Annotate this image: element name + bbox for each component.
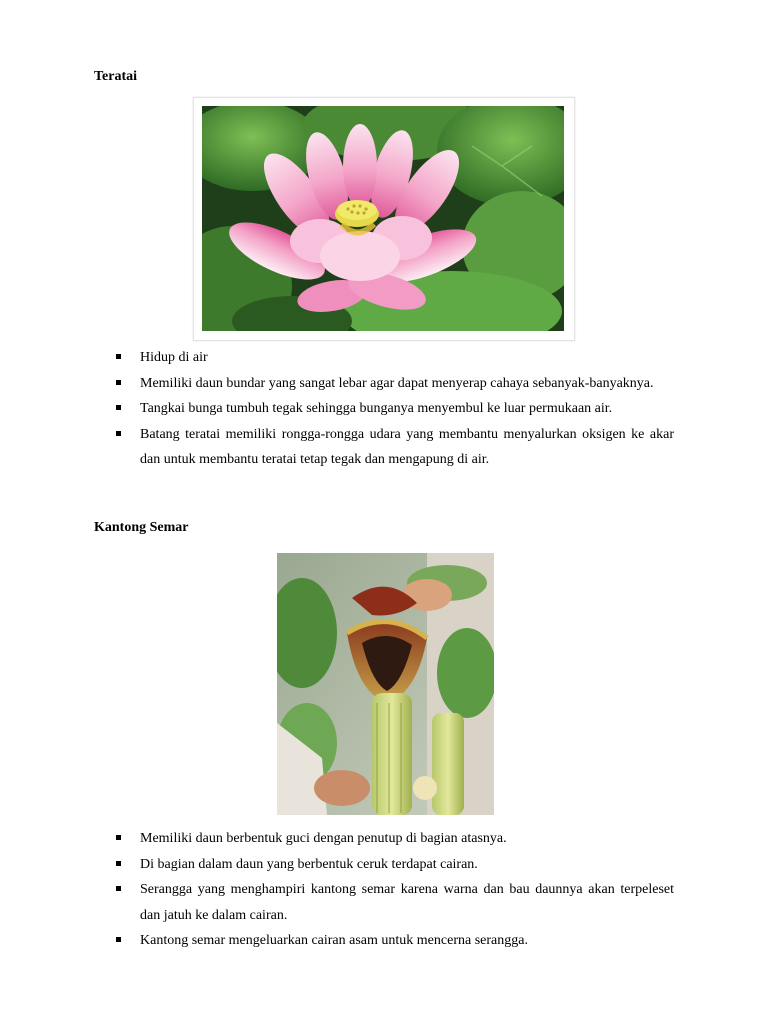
section-heading-teratai: Teratai: [94, 69, 138, 84]
list-item: Hidup di air: [112, 345, 674, 371]
pitcher-plant-photo: [277, 553, 494, 815]
section-heading-kantong-semar: Kantong Semar: [94, 520, 189, 535]
list-item: Memiliki daun berbentuk guci dengan penutup di bagian atasnya.: [112, 826, 674, 852]
bullet-marker: [116, 937, 121, 942]
list-item: Batang teratai memiliki rongga-rongga udara yang membantu menyalurkan oksigen ke akar dan untuk membantu teratai tetap tegak dan mengapung di air.: [112, 422, 674, 473]
bullet-marker: [116, 835, 121, 840]
teratai-characteristics-list: [112, 345, 674, 473]
list-item: Kantong semar mengeluarkan cairan asam untuk mencerna serangga.: [112, 928, 674, 954]
bullet-marker: [116, 861, 121, 866]
kantong-semar-characteristics-list: [112, 826, 674, 954]
lotus-photo: [193, 97, 575, 341]
bullet-marker: [116, 405, 121, 410]
lotus-image: [202, 106, 564, 331]
bullet-marker: [116, 886, 121, 891]
pitcher-plant-image: [277, 553, 494, 815]
list-item: Tangkai bunga tumbuh tegak sehingga bunganya menyembul ke luar permukaan air.: [112, 396, 674, 422]
bullet-marker: [116, 380, 121, 385]
bullet-marker: [116, 354, 121, 359]
list-item: Di bagian dalam daun yang berbentuk ceruk terdapat cairan.: [112, 852, 674, 878]
bullet-marker: [116, 431, 121, 436]
list-item: Serangga yang menghampiri kantong semar karena warna dan bau daunnya akan terpeleset dan jatuh ke dalam cairan.: [112, 877, 674, 928]
list-item: Memiliki daun bundar yang sangat lebar agar dapat menyerap cahaya sebanyak-banyaknya.: [112, 371, 674, 397]
